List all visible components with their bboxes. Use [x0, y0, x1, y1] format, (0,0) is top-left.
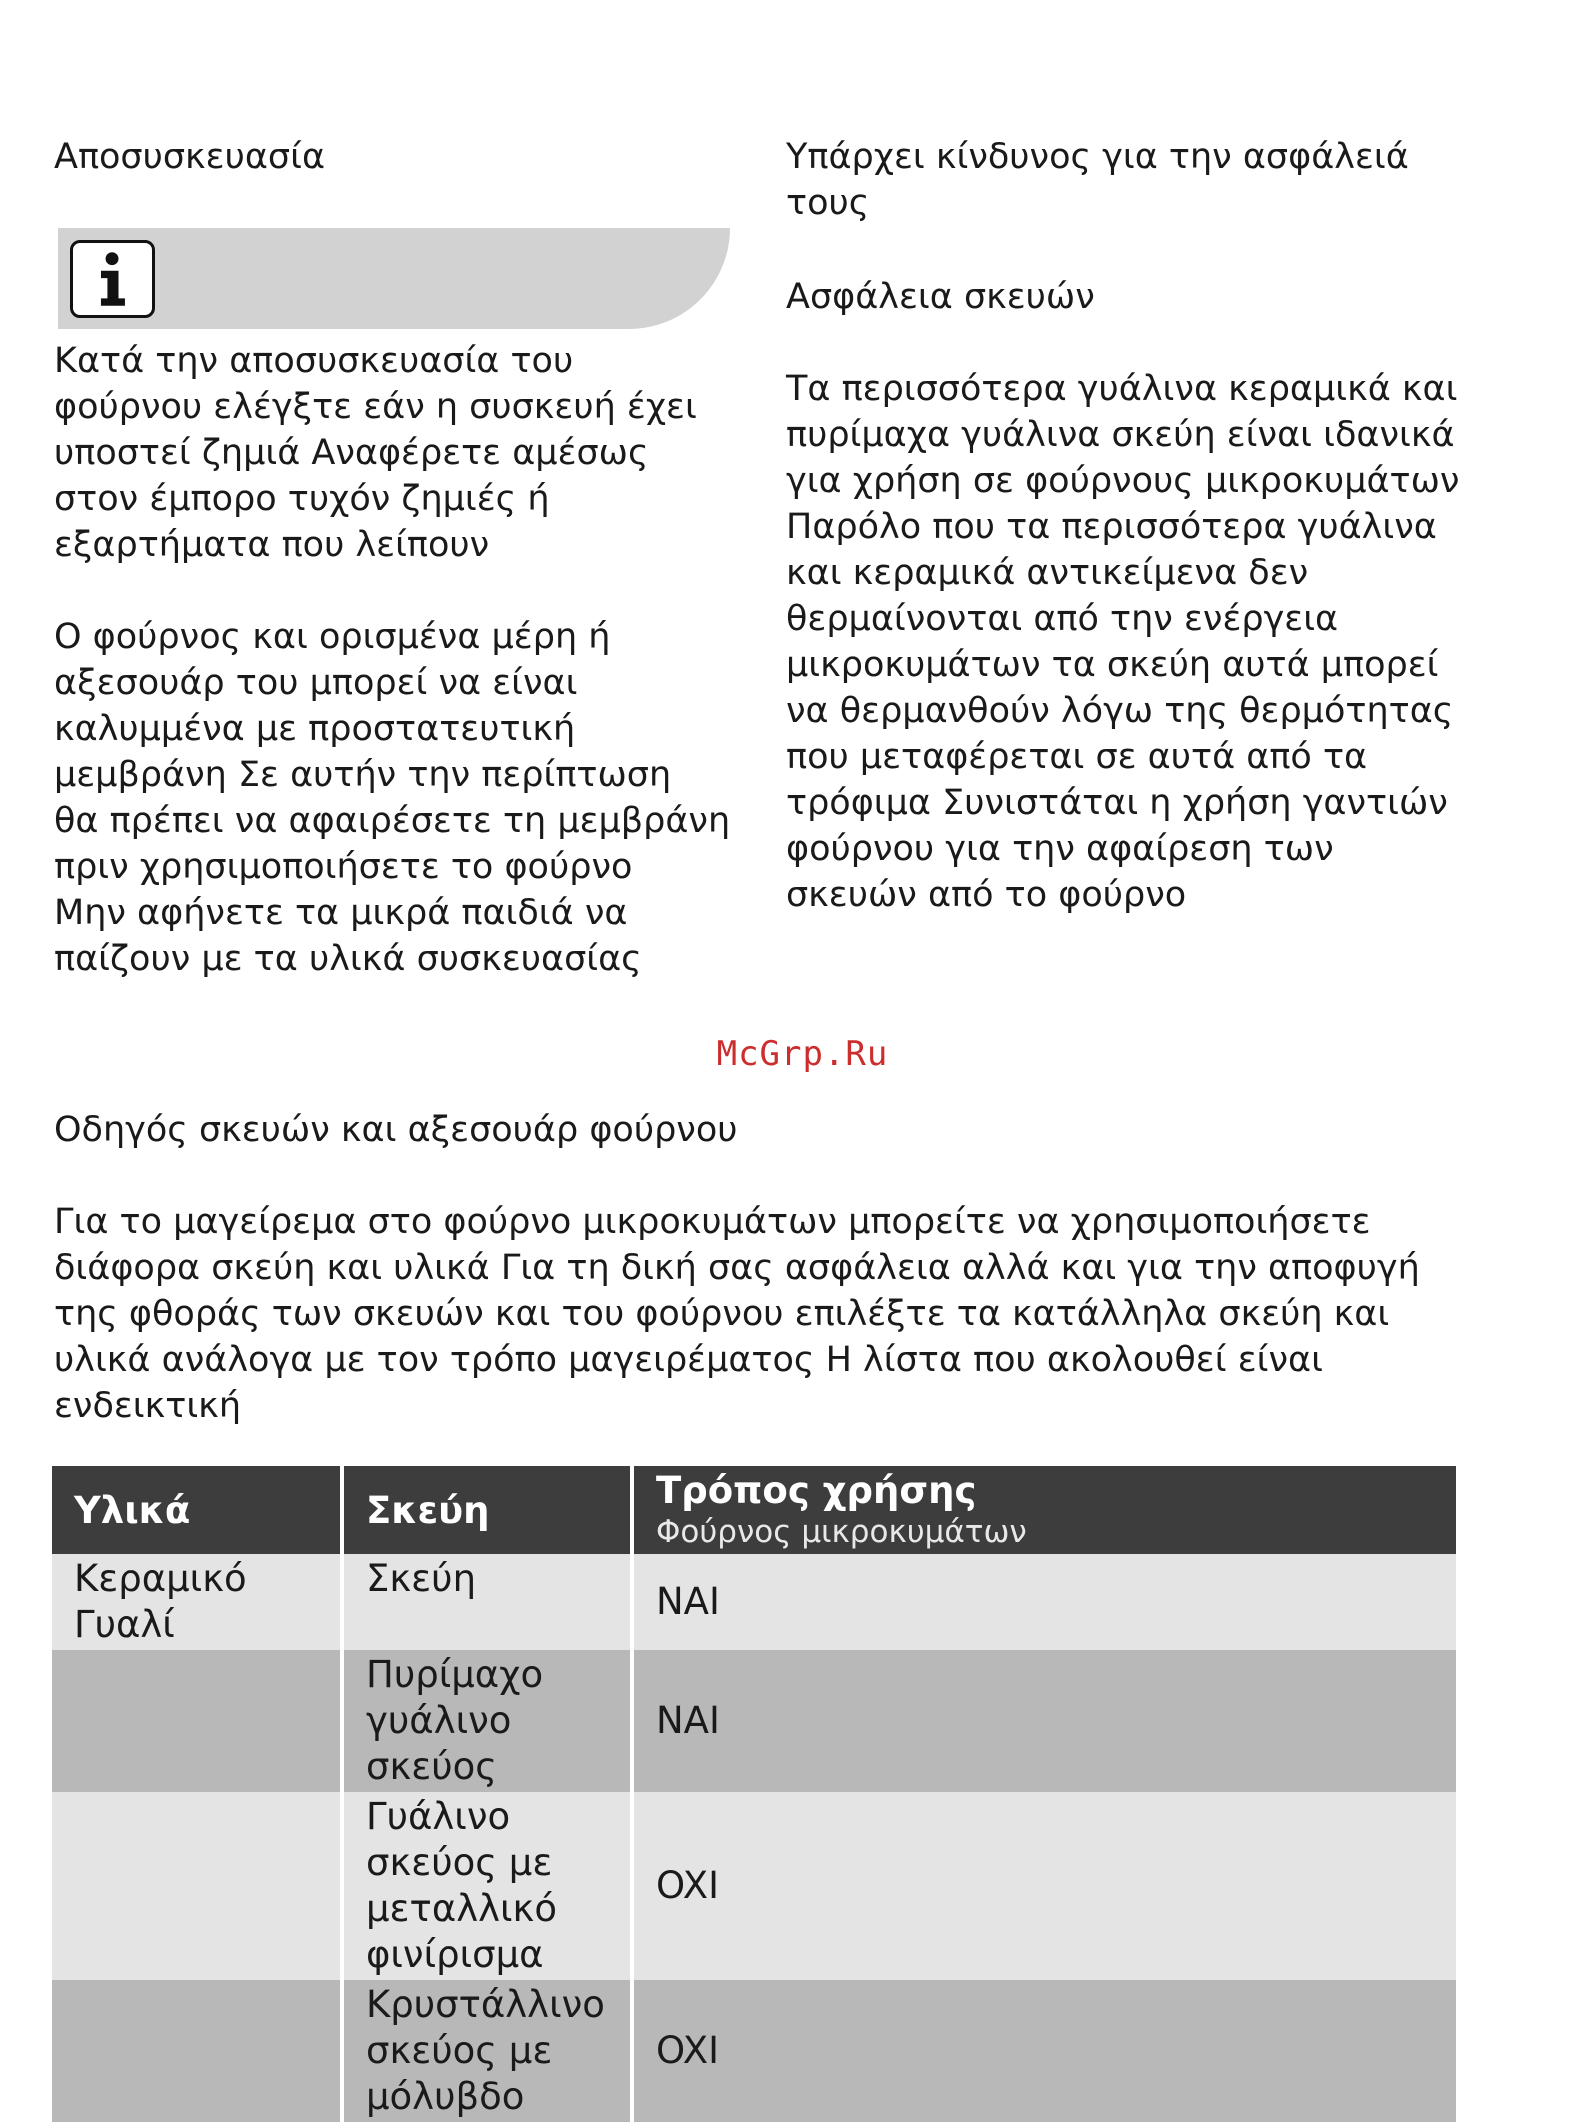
table-row — [52, 1980, 1456, 2122]
cell-utensil: Σκεύη — [342, 1554, 632, 1650]
table-row — [52, 1554, 1456, 1650]
header-materials: Υλικά — [52, 1466, 342, 1554]
cell-material — [52, 1980, 342, 2122]
cell-usage: NAI — [632, 1650, 1456, 1792]
cell-utensil: Πυρίμαχο γυάλινο σκεύος — [342, 1650, 632, 1792]
guide-paragraph: Για το μαγείρεμα στο φούρνο μικροκυμάτων μπορείτε να χρησιμοποιήσετε διάφορα σκεύη και υλικά Για τη δική σας ασφάλεια αλλά και για την αποφυγή της φθοράς των σκευών και του φούρνου επιλέξτε τα κατάλληλα σκεύη και υλικά ανάλογα με τον τρόπο μαγειρέματος Η λίστα που ακολουθεί είναι ενδεικτική — [54, 1202, 1420, 1426]
cell-usage: NAI — [632, 1554, 1456, 1650]
info-icon — [70, 240, 155, 318]
section-heading-utensil-safety: Ασφάλεια σκευών — [786, 277, 1095, 317]
cell-utensil: Κρυστάλλινο σκεύος με μόλυβδο — [342, 1980, 632, 2122]
cell-material: Κεραμικό Γυαλί — [52, 1554, 342, 1650]
header-usage-title: Τρόπος χρήσης — [656, 1469, 977, 1512]
table-row — [52, 1792, 1456, 1980]
unpacking-paragraph-2: Ο φούρνος και ορισμένα μέρη ή αξεσουάρ του μπορεί να είναι καλυμμένα με προστατευτική μεμβράνη Σε αυτήν την περίπτωση θα πρέπει να αφαιρέσετε τη μεμβράνη πριν χρησιμοποιήσετε το φούρνο Μην αφήνετε τα μικρά παιδιά να παίζουν με τα υλικά συσκευασίας — [54, 617, 731, 979]
table-header-row — [52, 1466, 1456, 1554]
cell-utensil: Γυάλινο σκεύος με μεταλλικό φινίρισμα — [342, 1792, 632, 1980]
unpacking-paragraph-1: Κατά την αποσυσκευασία του φούρνου ελέγξτε εάν η συσκευή έχει υποστεί ζημιά Αναφέρετε αμέσως στον έμπορο τυχόν ζημιές ή εξαρτήματα που λείπουν — [54, 341, 697, 565]
watermark: McGrp.Ru — [716, 1034, 889, 1074]
cell-material — [52, 1792, 342, 1980]
section-heading-utensil-guide: Οδηγός σκευών και αξεσουάρ φούρνου — [54, 1110, 738, 1150]
utensil-table — [52, 1466, 1456, 2122]
header-usage — [632, 1466, 1456, 1554]
cell-usage: OXI — [632, 1792, 1456, 1980]
safety-warning-text: Υπάρχει κίνδυνος για την ασφάλειά τους — [786, 137, 1409, 223]
section-heading-unpacking: Αποσυσκευασία — [54, 137, 326, 177]
info-banner — [58, 228, 730, 329]
header-usage-subtitle: Φούρνος μικροκυμάτων — [656, 1514, 1027, 1550]
cell-material — [52, 1650, 342, 1792]
table-row — [52, 1650, 1456, 1792]
cell-usage: OXI — [632, 1980, 1456, 2122]
header-utensils: Σκεύη — [342, 1466, 632, 1554]
utensil-safety-paragraph: Τα περισσότερα γυάλινα κεραμικά και πυρίμαχα γυάλινα σκεύη είναι ιδανικά για χρήση σε φούρνους μικροκυμάτων Παρόλο που τα περισσότερα γυάλινα και κεραμικά αντικείμενα δεν θερμαίνονται από την ενέργεια μικροκυμάτων τα σκεύη αυτά μπορεί να θερμανθούν λόγω της θερμότητας που μεταφέρεται σε αυτά από τα τρόφιμα Συνιστάται η χρήση γαντιών φούρνου για την αφαίρεση των σκευών από το φούρνο — [786, 369, 1460, 915]
